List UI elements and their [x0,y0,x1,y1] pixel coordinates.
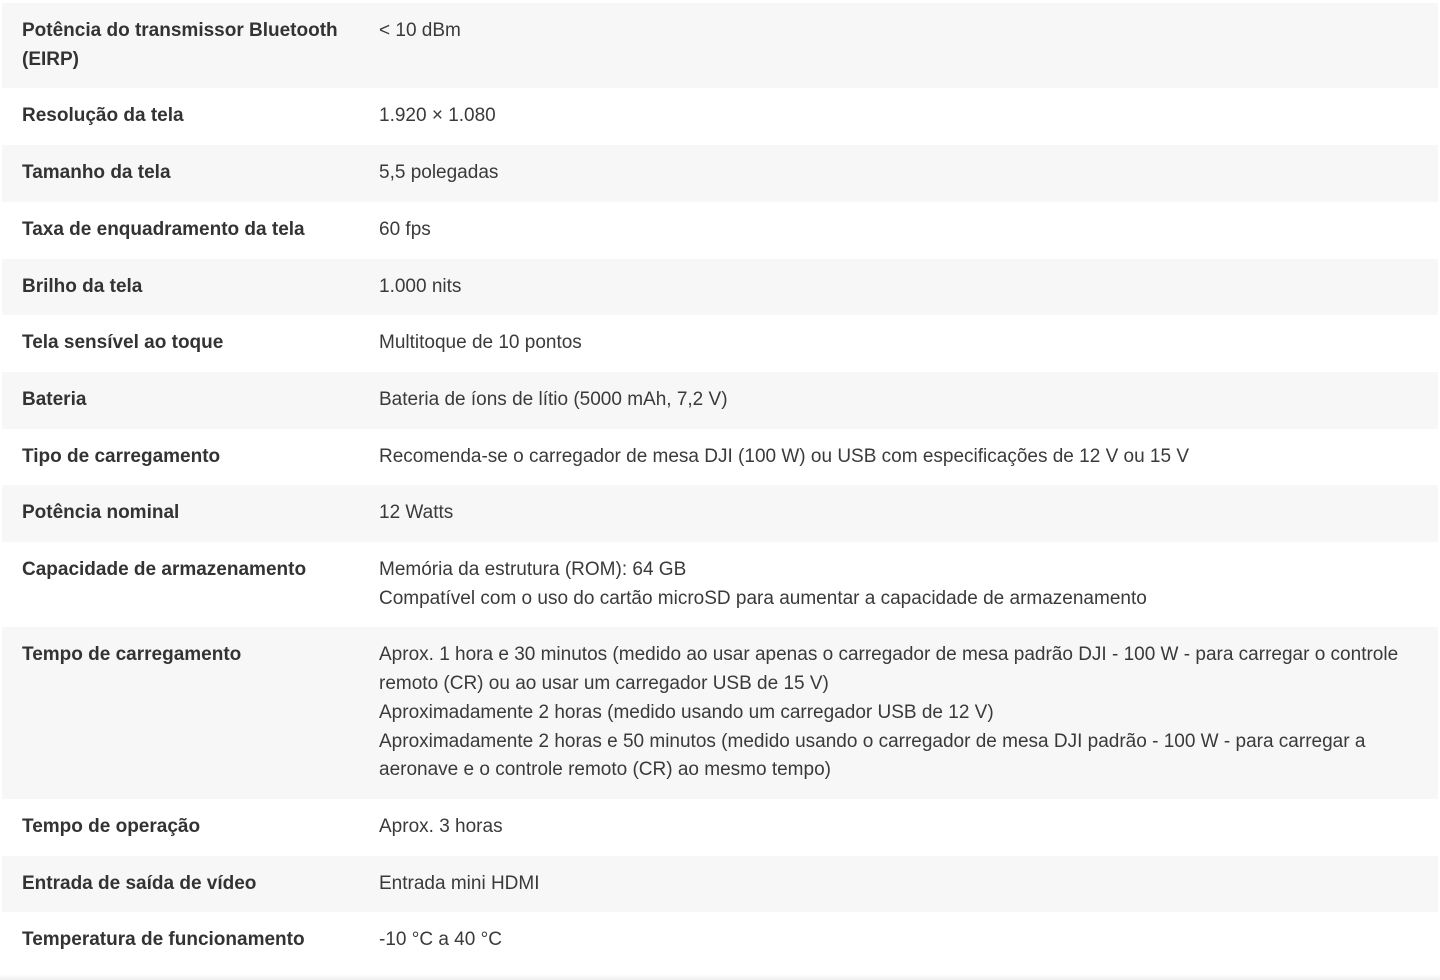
spec-label: Temperatura de funcionamento [22,929,305,951]
spec-value-line: 12 Watts [379,502,454,524]
spec-row-frame-rate [2,202,1438,259]
spec-row-operating-temperature [2,912,1438,969]
spec-label: Bateria [22,388,87,410]
spec-row-rated-power [2,485,1438,542]
spec-label: Brilho da tela [22,275,143,297]
spec-value [379,17,1418,74]
spec-label: Entrada de saída de vídeo [22,872,257,894]
spec-row-battery [2,372,1438,429]
spec-value-line: Aproximadamente 2 horas (medido usando um carregador USB de 12 V) [379,701,994,723]
spec-row-bluetooth-power [2,3,1438,88]
spec-row-brightness [2,259,1438,316]
spec-value-line: 1.000 nits [379,275,462,297]
spec-value-line: Memória da estrutura (ROM): 64 GB [379,559,687,581]
spec-value [379,641,1418,785]
spec-value [379,870,1418,899]
spec-value-line: Aprox. 1 hora e 30 minutos (medido ao usar apenas o carregador de mesa padrão DJI - 100 W - para carregar o controle remoto (CR) ou ao usar um carregador USB de 15 V) [379,644,1399,695]
bottom-fade [0,974,1440,980]
spec-table [2,3,1438,969]
spec-value-line: 1.920 × 1.080 [379,105,496,127]
spec-value [379,443,1418,472]
spec-value [379,216,1418,245]
spec-value [379,102,1418,131]
spec-value [379,499,1418,528]
spec-value [379,329,1418,358]
spec-value-line: 60 fps [379,218,431,240]
spec-value [379,926,1418,955]
spec-value [379,159,1418,188]
spec-label: Tela sensível ao toque [22,332,224,354]
spec-label: Tempo de operação [22,815,201,837]
spec-value-line: Aprox. 3 horas [379,815,503,837]
spec-value [379,273,1418,302]
spec-value-line: 5,5 polegadas [379,162,499,184]
spec-value-line: Compatível com o uso do cartão microSD para aumentar a capacidade de armazenamento [379,587,1147,609]
spec-row-touchscreen [2,315,1438,372]
spec-label: Capacidade de armazenamento [22,559,307,581]
spec-value [379,813,1418,842]
spec-label: Tempo de carregamento [22,644,242,666]
spec-label: Potência do transmissor Bluetooth (EIRP) [22,20,338,70]
spec-row-screen-resolution [2,88,1438,145]
spec-label: Tamanho da tela [22,162,171,184]
spec-label: Tipo de carregamento [22,445,221,467]
spec-value [379,386,1418,415]
spec-value-line: Aproximadamente 2 horas e 50 minutos (medido usando o carregador de mesa DJI padrão - 100 W - para carregar a aeronave e o controle remoto (CR) ao mesmo tempo) [379,730,1366,781]
spec-value-line: Entrada mini HDMI [379,872,540,894]
spec-label: Potência nominal [22,502,180,524]
spec-value-line: Multitoque de 10 pontos [379,332,582,354]
spec-row-charging-type [2,429,1438,486]
spec-label: Resolução da tela [22,105,184,127]
spec-value-line: < 10 dBm [379,20,461,41]
spec-value-line: Recomenda-se o carregador de mesa DJI (100 W) ou USB com especificações de 12 V ou 15 V [379,445,1190,467]
spec-row-screen-size [2,145,1438,202]
spec-row-video-output [2,856,1438,913]
spec-value [379,556,1418,613]
spec-value-line: Bateria de íons de lítio (5000 mAh, 7,2 V) [379,388,728,410]
spec-row-operating-time [2,799,1438,856]
spec-row-storage-capacity [2,542,1438,627]
spec-value-line: -10 °C a 40 °C [379,929,502,951]
spec-label: Taxa de enquadramento da tela [22,218,305,240]
spec-row-charging-time [2,627,1438,799]
